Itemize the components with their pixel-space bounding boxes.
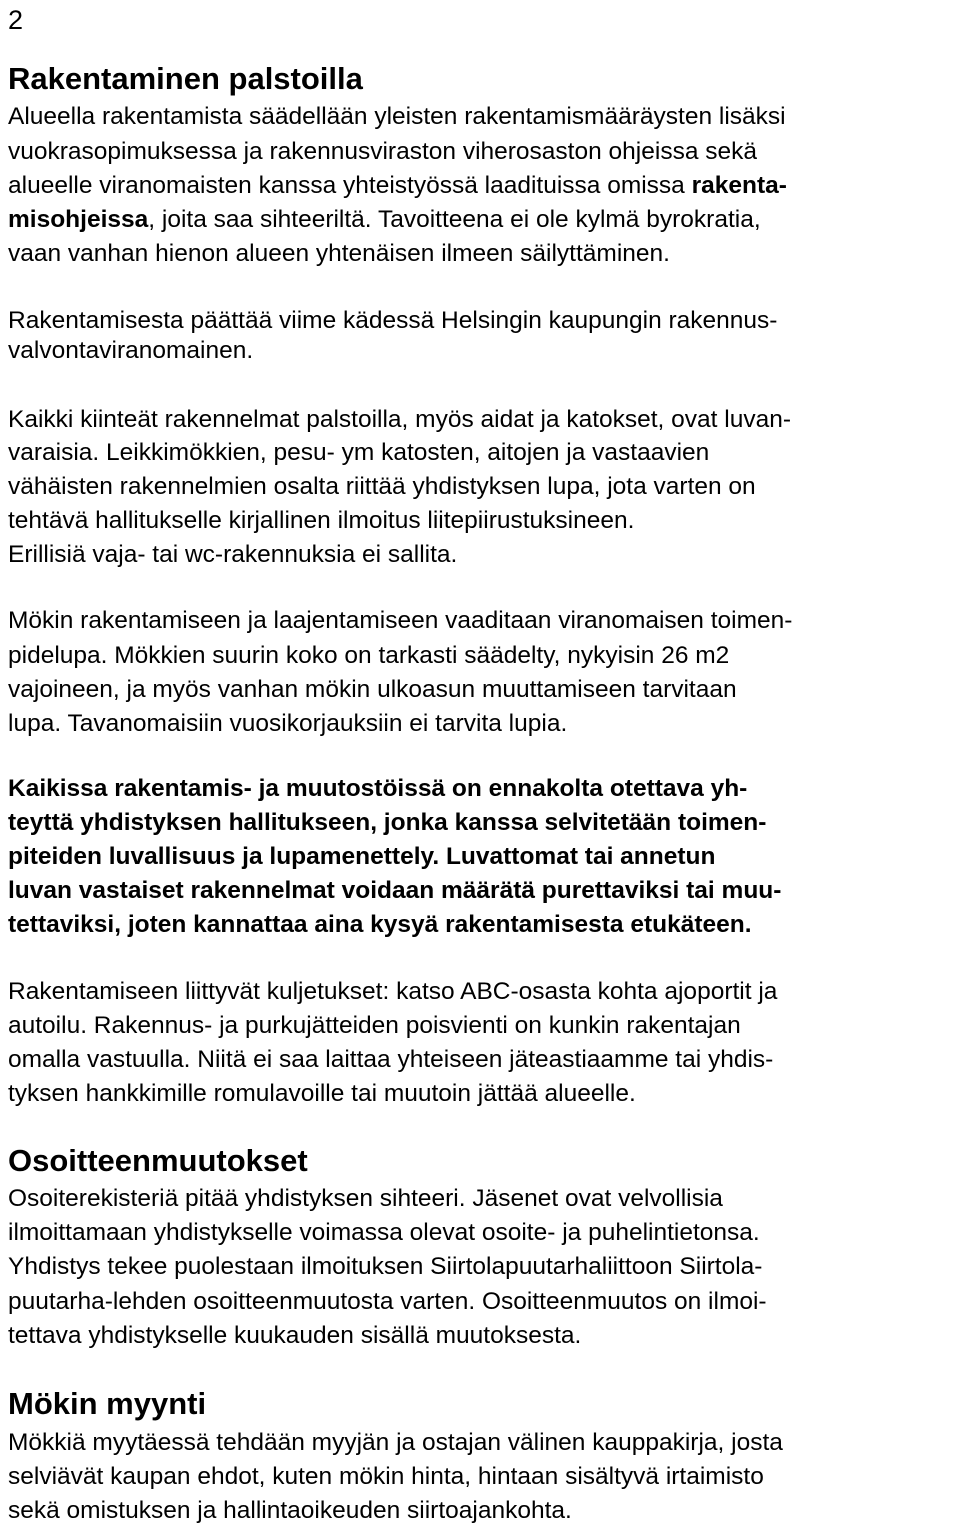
- text-line: vajoineen, ja myös vanhan mökin ulkoasun muuttamiseen tarvitaan: [8, 676, 737, 703]
- text-line: vähäisten rakennelmien osalta riittää yhdistyksen lupa, jota varten on: [8, 473, 756, 500]
- text-line-bold: teyttä yhdistyksen hallitukseen, jonka kanssa selvitetään toimen-: [8, 809, 767, 836]
- text-line-bold: Kaikissa rakentamis- ja muutostöissä on ennakolta otettava yh-: [8, 775, 748, 802]
- text-run: , joita saa sihteeriltä. Tavoitteena ei ole kylmä byrokratia,: [148, 206, 761, 233]
- text-line: valvontaviranomainen.: [8, 337, 254, 364]
- text-run-bold: misohjeissa: [8, 206, 149, 233]
- text-line-bold: piteiden luvallisuus ja lupamenettely. Luvattomat tai annetun: [8, 843, 716, 870]
- text-line: Mökkiä myytäessä tehdään myyjän ja ostajan välinen kauppakirja, josta: [8, 1429, 783, 1456]
- text-line: tettava yhdistykselle kuukauden sisällä muutoksesta.: [8, 1322, 582, 1349]
- text-line: autoilu. Rakennus- ja purkujätteiden poisvienti on kunkin rakentajan: [8, 1012, 741, 1039]
- text-line: tyksen hankkimille romulavoille tai muutoin jättää alueelle.: [8, 1080, 636, 1107]
- text-line-bold: luvan vastaiset rakennelmat voidaan määrätä purettaviksi tai muu-: [8, 877, 782, 904]
- text-line: tehtävä hallitukselle kirjallinen ilmoitus liitepiirustuksineen.: [8, 507, 635, 534]
- page-number: 2: [8, 5, 24, 35]
- heading-mokin-myynti: Mökin myynti: [8, 1386, 207, 1421]
- text-line: Osoiterekisteriä pitää yhdistyksen sihteeri. Jäsenet ovat velvollisia: [8, 1185, 723, 1212]
- text-line: Rakentamiseen liittyvät kuljetukset: katso ABC-osasta kohta ajoportit ja: [8, 978, 778, 1005]
- text-line: pidelupa. Mökkien suurin koko on tarkasti säädelty, nykyisin 26 m2: [8, 642, 730, 669]
- text-line: sekä omistuksen ja hallintaoikeuden siirtoajankohta.: [8, 1497, 572, 1524]
- text-line: puutarha-lehden osoitteenmuutosta varten. Osoitteenmuutos on ilmoi-: [8, 1288, 767, 1315]
- text-line: ilmoittamaan yhdistykselle voimassa olevat osoite- ja puhelintietonsa.: [8, 1219, 760, 1246]
- text-line: Alueella rakentamista säädellään yleisten rakentamismääräysten lisäksi: [8, 103, 786, 130]
- text-line: vaan vanhan hienon alueen yhtenäisen ilmeen säilyttäminen.: [8, 240, 670, 267]
- text-line: Kaikki kiinteät rakennelmat palstoilla, myös aidat ja katokset, ovat luvan-: [8, 406, 792, 433]
- text-line: omalla vastuulla. Niitä ei saa laittaa yhteiseen jäteastiaamme tai yhdis-: [8, 1046, 774, 1073]
- text-line: vuokrasopimuksessa ja rakennusviraston viherosaston ohjeissa sekä: [8, 138, 757, 165]
- text-line: lupa. Tavanomaisiin vuosikorjauksiin ei tarvita lupia.: [8, 710, 568, 737]
- text-run-bold: rakenta-: [691, 172, 787, 199]
- heading-osoitteenmuutokset: Osoitteenmuutokset: [8, 1143, 308, 1178]
- text-run: alueelle viranomaisten kanssa yhteistyössä laadituissa omissa: [8, 172, 692, 199]
- text-line: varaisia. Leikkimökkien, pesu- ym katosten, aitojen ja vastaavien: [8, 439, 710, 466]
- text-line: selviävät kaupan ehdot, kuten mökin hinta, hintaan sisältyvä irtaimisto: [8, 1463, 764, 1490]
- heading-rakentaminen: Rakentaminen palstoilla: [8, 61, 363, 96]
- text-line: Mökin rakentamiseen ja laajentamiseen vaaditaan viranomaisen toimen-: [8, 607, 793, 634]
- text-line: [8, 203, 761, 237]
- text-line: Erillisiä vaja- tai wc-rakennuksia ei sallita.: [8, 541, 458, 568]
- text-line-bold: tettaviksi, joten kannattaa aina kysyä rakentamisesta etukäteen.: [8, 911, 752, 938]
- text-line: Rakentamisesta päättää viime kädessä Helsingin kaupungin rakennus-: [8, 307, 778, 334]
- text-line: [8, 169, 787, 203]
- text-line: Yhdistys tekee puolestaan ilmoituksen Siirtolapuutarhaliittoon Siirtola-: [8, 1253, 763, 1280]
